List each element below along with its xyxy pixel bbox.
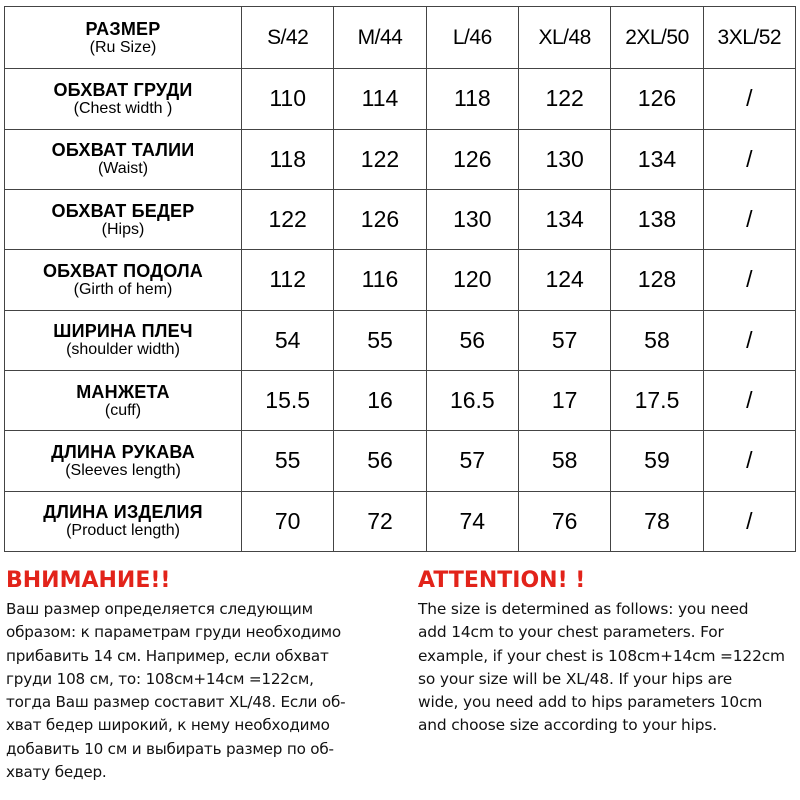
measurement-cell: / [703, 189, 795, 249]
size-header: M/44 [334, 7, 426, 69]
table-row [5, 250, 796, 310]
measurement-cell: 122 [334, 129, 426, 189]
note-line: образом: к параметрам груди необходимо [6, 623, 341, 642]
measurement-cell: 54 [242, 310, 334, 370]
measurement-cell: 120 [426, 250, 518, 310]
note-line: тогда Ваш размер составит XL/48. Если об- [6, 693, 346, 712]
measurement-cell: 70 [242, 491, 334, 551]
note-line: example, if your chest is 108cm+14cm =122cm [418, 646, 785, 665]
row-label-cell [5, 69, 242, 129]
table-header-row [5, 7, 796, 69]
measurement-cell: 55 [334, 310, 426, 370]
measurement-cell: 56 [426, 310, 518, 370]
row-label-ru: ШИРИНА ПЛЕЧ [53, 321, 193, 342]
table-row [5, 129, 796, 189]
measurement-cell: 17 [518, 370, 610, 430]
measurement-cell: 122 [242, 189, 334, 249]
note-line: груди 108 см, то: 108см+14см =122см, [6, 669, 314, 688]
size-chart-table [4, 6, 796, 552]
row-label-ru: ОБХВАТ ПОДОЛА [42, 260, 203, 281]
size-header: 3XL/52 [703, 7, 795, 69]
size-header: XL/48 [518, 7, 610, 69]
measurement-cell: 124 [518, 250, 610, 310]
measurement-cell: 59 [611, 431, 703, 491]
measurement-cell: 122 [518, 69, 610, 129]
note-line: wide, you need add to hips parameters 10cm [418, 693, 763, 712]
measurement-cell: 116 [334, 250, 426, 310]
attention-title-en: ATTENTION! ! [418, 568, 586, 593]
row-label-cell [5, 370, 242, 430]
row-label-ru: МАНЖЕТА [76, 381, 170, 402]
row-label-ru: ОБХВАТ ГРУДИ [53, 79, 193, 100]
row-label-en: (Hips) [101, 220, 145, 238]
note-line: The size is determined as follows: you need [418, 600, 749, 618]
measurement-cell: 126 [334, 189, 426, 249]
note-line: add 14cm to your chest parameters. For [418, 623, 724, 642]
row-label-en: (shoulder width) [66, 341, 180, 359]
measurement-cell: 55 [242, 431, 334, 491]
table-row [5, 431, 796, 491]
note-line: хвату бедер. [6, 763, 107, 782]
measurement-cell: / [703, 370, 795, 430]
row-label-ru: ДЛИНА РУКАВА [51, 441, 195, 462]
measurement-cell: / [703, 491, 795, 551]
header-label-en: (Ru Size) [89, 38, 157, 56]
note-line: добавить 10 см и выбирать размер по об- [6, 739, 334, 758]
note-line: хват бедер широкий, к нему необходимо [6, 716, 330, 735]
row-label-cell [5, 189, 242, 249]
row-label-cell [5, 431, 242, 491]
measurement-cell: 58 [518, 431, 610, 491]
note-line: Ваш размер определяется следующим [6, 600, 313, 618]
row-label-en: (Girth of hem) [73, 280, 173, 298]
measurement-cell: 114 [334, 69, 426, 129]
row-label-ru: ОБХВАТ ТАЛИИ [51, 140, 195, 161]
row-label-en: (Sleeves length) [65, 461, 181, 479]
attention-body-en [418, 598, 800, 738]
measurement-cell: / [703, 250, 795, 310]
table-row [5, 491, 796, 551]
row-label-ru: ДЛИНА ИЗДЕЛИЯ [43, 502, 203, 523]
header-label-ru: РАЗМЕР [85, 18, 161, 39]
header-label-cell [5, 7, 242, 69]
row-label-cell [5, 250, 242, 310]
table-row [5, 310, 796, 370]
measurement-cell: 126 [426, 129, 518, 189]
measurement-cell: 74 [426, 491, 518, 551]
note-line: прибавить 14 см. Например, если обхват [6, 646, 329, 665]
row-label-cell [5, 491, 242, 551]
note-line: and choose size according to your hips. [418, 716, 718, 735]
attention-title-ru: ВНИМАНИЕ!! [6, 568, 171, 593]
attention-note-en [418, 566, 800, 738]
measurement-cell: 57 [426, 431, 518, 491]
row-label-cell [5, 129, 242, 189]
measurement-cell: 128 [611, 250, 703, 310]
measurement-cell: / [703, 310, 795, 370]
measurement-cell: 17.5 [611, 370, 703, 430]
measurement-cell: 16 [334, 370, 426, 430]
row-label-en: (Chest width ) [73, 99, 173, 117]
row-label-cell [5, 310, 242, 370]
measurement-cell: 15.5 [242, 370, 334, 430]
measurement-cell: 112 [242, 250, 334, 310]
measurement-cell: / [703, 69, 795, 129]
measurement-cell: 78 [611, 491, 703, 551]
measurement-cell: 56 [334, 431, 426, 491]
measurement-cell: 130 [518, 129, 610, 189]
row-label-ru: ОБХВАТ БЕДЕР [51, 200, 195, 221]
measurement-cell: 130 [426, 189, 518, 249]
measurement-cell: / [703, 129, 795, 189]
measurement-cell: / [703, 431, 795, 491]
measurement-cell: 16.5 [426, 370, 518, 430]
measurement-cell: 134 [611, 129, 703, 189]
measurement-cell: 126 [611, 69, 703, 129]
measurement-cell: 118 [426, 69, 518, 129]
attention-body-ru [6, 598, 411, 784]
measurement-cell: 76 [518, 491, 610, 551]
measurement-cell: 110 [242, 69, 334, 129]
row-label-en: (cuff) [104, 401, 142, 419]
row-label-en: (Waist) [97, 160, 149, 178]
measurement-cell: 58 [611, 310, 703, 370]
size-header: L/46 [426, 7, 518, 69]
attention-note-ru [6, 566, 411, 784]
measurement-cell: 57 [518, 310, 610, 370]
measurement-cell: 72 [334, 491, 426, 551]
size-header: S/42 [242, 7, 334, 69]
table-row [5, 370, 796, 430]
measurement-cell: 118 [242, 129, 334, 189]
measurement-cell: 138 [611, 189, 703, 249]
row-label-en: (Product length) [66, 522, 180, 540]
note-line: so your size will be XL/48. If your hips are [418, 669, 733, 688]
table-row [5, 189, 796, 249]
table-row [5, 69, 796, 129]
size-header: 2XL/50 [611, 7, 703, 69]
measurement-cell: 134 [518, 189, 610, 249]
